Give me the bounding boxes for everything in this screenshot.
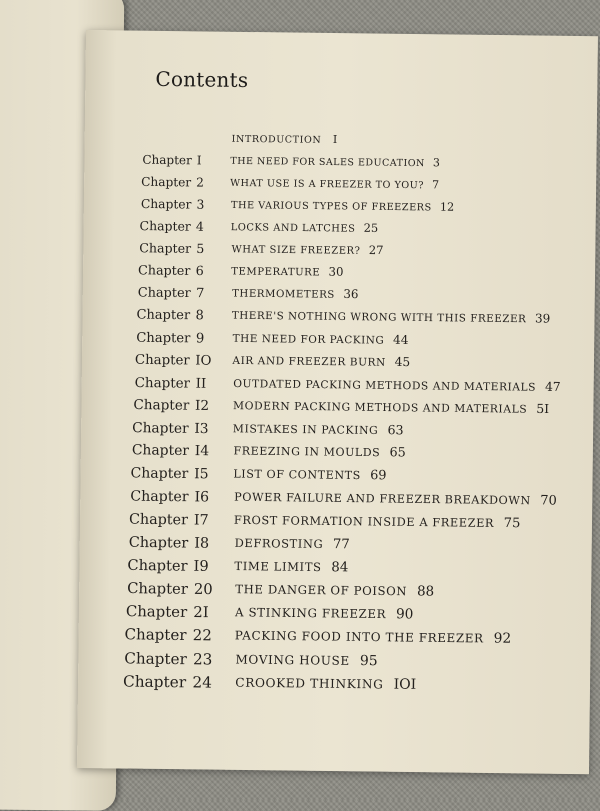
chapter-entry [233, 420, 404, 437]
chapter-entry [230, 154, 440, 170]
chapter-word: Chapter [129, 510, 189, 528]
chapter-page-number: 63 [387, 422, 404, 438]
chapter-label [131, 465, 234, 483]
chapter-entry [235, 627, 512, 647]
chapter-word: Chapter [123, 672, 187, 692]
chapter-entry [231, 219, 379, 234]
chapter-number: I [196, 153, 202, 168]
chapter-number: 22 [193, 626, 213, 645]
chapter-label [130, 487, 234, 505]
chapter-label [138, 263, 231, 279]
chapter-title: THE VARIOUS TYPES OF FREEZERS [230, 199, 432, 214]
chapter-word: Chapter [137, 284, 191, 301]
chapter-number: 5 [196, 241, 205, 256]
chapter-number: 6 [195, 263, 205, 279]
chapter-title: LOCKS AND LATCHES [231, 221, 356, 235]
chapter-title: TEMPERATURE [231, 265, 321, 279]
chapter-word: Chapter [136, 306, 191, 323]
chapter-page-number: 84 [331, 558, 349, 575]
chapter-label [125, 626, 235, 645]
chapter-entry [232, 308, 550, 326]
chapter-entry [234, 466, 387, 483]
chapter-number: 7 [195, 285, 205, 301]
chapter-title: TIME LIMITS [234, 560, 322, 575]
chapter-title: POWER FAILURE AND FREEZER BREAKDOWN [233, 491, 531, 508]
chapter-page-number: 39 [535, 311, 551, 327]
contents-page [77, 30, 598, 774]
chapter-entry [232, 330, 408, 346]
chapter-entry [234, 535, 349, 552]
chapter-number: 23 [192, 649, 213, 668]
chapter-title: A STINKING FREEZER [234, 606, 387, 622]
chapter-title: THE NEED FOR PACKING [232, 332, 384, 347]
chapter-label [135, 352, 233, 369]
chapter-number: 2 [196, 175, 205, 190]
chapter-label [142, 175, 231, 190]
chapter-word: Chapter [124, 649, 187, 668]
chapter-page-number: 36 [343, 287, 359, 302]
chapter-title: MOVING HOUSE [235, 652, 350, 669]
chapter-number: 4 [196, 219, 205, 234]
chapter-entry [231, 176, 440, 192]
chapter-label [128, 533, 234, 551]
chapter-word: Chapter [127, 556, 188, 575]
chapter-page-number: 3 [432, 156, 440, 170]
chapter-title: PACKING FOOD INTO THE FREEZER [235, 629, 485, 647]
chapter-label [142, 153, 230, 168]
chapter-entry [231, 242, 383, 257]
chapter-title: DEFROSTING [234, 536, 324, 552]
chapter-page-number: 92 [494, 630, 512, 647]
chapter-entry [234, 489, 557, 508]
chapter-page-number: 45 [394, 354, 411, 370]
chapter-number: IO [195, 352, 212, 369]
chapter-page-number: 27 [368, 243, 384, 258]
chapter-entry [234, 512, 521, 531]
chapter-number: 9 [195, 329, 204, 346]
chapter-word: Chapter [126, 579, 188, 598]
chapter-page-number: 7 [432, 178, 440, 192]
chapter-word: Chapter [125, 602, 188, 621]
chapter-label [132, 442, 234, 459]
chapter-word: Chapter [141, 174, 192, 190]
chapter-number: I2 [194, 397, 210, 414]
chapter-page-number: 69 [370, 467, 387, 483]
chapter-page-number: 30 [328, 264, 344, 279]
chapter-page-number: 65 [389, 445, 406, 461]
chapter-page-number: 47 [544, 379, 561, 394]
chapter-label [141, 196, 231, 211]
chapter-word: Chapter [134, 351, 190, 368]
chapter-word: Chapter [138, 262, 191, 279]
chapter-number: I6 [194, 488, 209, 505]
chapter-number: I8 [193, 534, 209, 552]
chapter-word: Chapter [124, 625, 188, 645]
chapter-label [129, 510, 234, 528]
chapter-label [140, 218, 231, 234]
chapter-label [124, 649, 235, 668]
chapter-label [137, 307, 233, 323]
chapter-title: THERE'S NOTHING WRONG WITH THIS FREEZER [231, 310, 527, 326]
chapter-entry [235, 604, 414, 622]
chapter-page-number: 90 [395, 605, 414, 623]
chapter-title: AIR AND FREEZER BURN [232, 355, 386, 370]
chapter-title: OUTDATED PACKING METHODS AND MATERIALS [232, 377, 536, 394]
chapter-number: I5 [194, 465, 209, 482]
chapter-title: MODERN PACKING METHODS AND MATERIALS [232, 400, 528, 417]
chapter-number: I7 [193, 511, 209, 528]
toc-introduction [232, 132, 338, 146]
chapter-page-number: 5I [536, 401, 550, 417]
chapter-entry [232, 353, 410, 370]
chapter-word: Chapter [131, 441, 189, 459]
chapter-number: 20 [193, 580, 213, 598]
chapter-word: Chapter [130, 464, 189, 482]
chapter-word: Chapter [140, 196, 192, 212]
introduction-title: INTRODUCTION [231, 133, 322, 146]
chapter-entry [234, 558, 348, 575]
chapter-word: Chapter [129, 487, 189, 505]
chapter-title: FREEZING IN MOULDS [233, 445, 381, 460]
chapter-label [139, 240, 231, 256]
chapter-number: II [195, 374, 206, 391]
chapter-word: Chapter [134, 374, 190, 391]
chapter-word: Chapter [132, 419, 190, 436]
chapter-entry [235, 650, 377, 668]
chapter-word: Chapter [135, 329, 191, 346]
chapter-word: Chapter [142, 152, 192, 168]
chapter-page-number: 88 [416, 582, 434, 600]
chapter-entry [232, 286, 358, 301]
chapter-page-number: IOI [393, 675, 417, 693]
chapter-entry [231, 198, 454, 214]
chapter-title: THE NEED FOR SALES EDUCATION [230, 155, 425, 170]
chapter-entry [235, 581, 434, 599]
chapter-number: 8 [195, 307, 205, 323]
chapter-entry [233, 398, 549, 417]
chapter-label [127, 579, 235, 598]
chapter-title: WHAT USE IS A FREEZER TO YOU? [230, 177, 425, 192]
chapter-label [133, 397, 233, 414]
chapter-label [136, 329, 233, 346]
chapter-number: I9 [193, 557, 209, 575]
chapter-number: I3 [194, 419, 210, 437]
chapter-page-number: 44 [392, 332, 409, 347]
chapter-number: I4 [194, 442, 210, 460]
chapter-page-number: 75 [503, 514, 521, 531]
chapter-title: MISTAKES IN PACKING [233, 422, 379, 438]
chapter-entry [232, 264, 344, 279]
chapter-page-number: 12 [439, 200, 455, 214]
chapter-word: Chapter [133, 396, 190, 414]
chapter-number: 24 [192, 673, 213, 692]
chapter-entry [236, 674, 417, 693]
chapter-title: THERMOMETERS [231, 287, 335, 302]
chapter-title: LIST OF CONTENTS [233, 468, 362, 483]
chapter-label [126, 603, 235, 622]
chapter-word: Chapter [139, 218, 192, 234]
chapter-label [137, 285, 232, 301]
chapter-label [132, 419, 233, 436]
chapter-number: 2I [193, 603, 209, 621]
chapter-page-number: 95 [359, 651, 378, 669]
chapter-title: WHAT SIZE FREEZER? [231, 243, 361, 257]
chapter-number: 3 [196, 197, 205, 212]
chapter-title: THE DANGER OF POISON [234, 583, 407, 599]
chapter-page-number: 77 [332, 535, 350, 552]
chapter-title: CROOKED THINKING [235, 676, 384, 693]
chapter-page-number: 70 [539, 492, 557, 508]
chapter-label [127, 556, 234, 574]
chapter-title: FROST FORMATION INSIDE A FREEZER [234, 513, 495, 531]
page-title: Contents [155, 66, 249, 92]
chapter-label [123, 672, 235, 691]
introduction-page: I [332, 133, 338, 147]
chapter-entry [233, 375, 561, 394]
chapter-entry [233, 443, 405, 460]
chapter-word: Chapter [139, 240, 192, 256]
chapter-page-number: 25 [363, 221, 379, 235]
chapter-word: Chapter [128, 533, 188, 551]
chapter-label [134, 374, 233, 391]
